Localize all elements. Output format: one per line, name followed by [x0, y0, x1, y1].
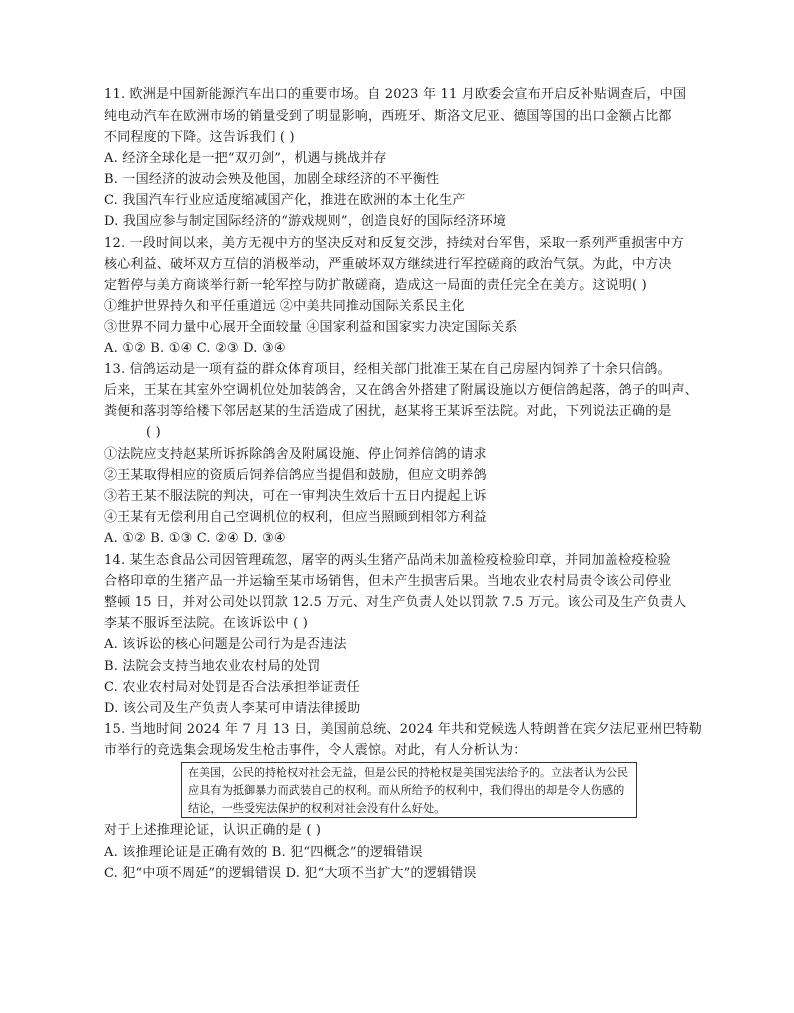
q11-option-a: A. 经济全球化是一把“双刃剑”，机遇与挑战并存 [104, 151, 387, 166]
q11-option-b: B. 一国经济的波动会殃及他国，加剧全球经济的不平衡性 [104, 172, 440, 187]
q12-statements-line-2: ③世界不同力量中心展开全面较量 ④国家利益和国家实力决定国际关系 [104, 320, 518, 335]
q13-options: A. ①② B. ①③ C. ②④ D. ③④ [104, 531, 286, 546]
q13-answer-bracket: ( ) [146, 425, 161, 440]
q14-option-a: A. 该诉讼的核心问题是公司行为是否违法 [104, 637, 347, 652]
q14-stem-line-2: 合格印章的生猪产品一并运输至某市场销售，但未产生损害后果。当地农业农村局责令该公司停业 [104, 574, 672, 589]
q15-stem-line-2: 市举行的竞选集会现场发生枪击事件，令人震惊。对此，有人分析认为： [104, 743, 527, 758]
q15-stem-line-1: 15. 当地时间 2024 年 7 月 13 日，美国前总统、2024 年共和党候选人特朗普在宾夕法尼亚州巴特勒 [104, 722, 702, 737]
q12-options: A. ①② B. ①④ C. ②③ D. ③④ [104, 341, 286, 356]
q14-stem-line-4: 李某不服诉至法院。在该诉讼中 ( ) [104, 616, 309, 631]
q14-stem-line-3: 整顿 15 日，并对公司处以罚款 12.5 万元、对生产负责人处以罚款 7.5 万元。该公司及生产负责人 [104, 595, 687, 610]
q14-option-b: B. 法院会支持当地农业农村局的处罚 [104, 659, 321, 674]
q14-stem-line-1: 14. 某生态食品公司因管理疏忽，屠宰的两头生猪产品尚未加盖检疫检验印章，并同加盖检疫检验 [104, 553, 671, 568]
q13-statement-4: ④王某有无偿利用自己空调机位的权利，但应当照顾到相邻方利益 [104, 510, 487, 525]
q15-prompt: 对于上述推理论证，认识正确的是 ( ) [104, 823, 322, 838]
q15-quote-line-3: 结论，一些受宪法保护的权利对社会没有什么好处。 [188, 802, 446, 815]
q12-statements-line-1: ①维护世界持久和平任重道远 ②中美共同推动国际关系民主化 [104, 299, 465, 314]
q11-stem-line-1: 11. 欧洲是中国新能源汽车出口的重要市场。自 2023 年 11 月欧委会宣布开启反补贴调查后，中国 [104, 87, 687, 102]
q15-quote-line-2: 应具有为抵御暴力而武装自己的权利。而从所给予的权利中，我们得出的却是令人伤感的 [188, 784, 625, 797]
q14-option-c: C. 农业农村局对处罚是否合法承担举证责任 [104, 680, 360, 695]
q15-options-line-2: C. 犯“中项不周延”的逻辑错误 D. 犯“大项不当扩大”的逻辑错误 [104, 866, 477, 881]
q11-option-d: D. 我国应参与制定国际经济的“游戏规则”，创造良好的国际经济环境 [104, 214, 507, 229]
q14-option-d: D. 该公司及生产负责人李某可申请法律援助 [104, 701, 361, 716]
q11-option-c: C. 我国汽车行业应适度缩减国产化，推进在欧洲的本土化生产 [104, 193, 466, 208]
q13-statement-3: ③若王某不服法院的判决，可在一审判决生效后十五日内提起上诉 [104, 489, 487, 504]
q15-quote-line-1: 在美国，公民的持枪权对社会无益，但是公民的持枪权是美国宪法给予的。立法者认为公民 [188, 766, 628, 779]
q13-stem-line-1: 13. 信鸽运动是一项有益的群众体育项目，经相关部门批准王某在自己房屋内饲养了十余只信鸽。 [104, 362, 671, 377]
q12-stem-line-2: 核心利益、破坏双方互信的消极举动，严重破坏双方继续进行军控磋商的政治气氛。为此，中方决 [104, 257, 672, 272]
q12-stem-line-1: 12. 一段时间以来，美方无视中方的坚决反对和反复交涉，持续对台军售，采取一系列严重损害中方 [104, 236, 685, 251]
q13-stem-line-2: 后来，王某在其室外空调机位处加装鸽舍，又在鸽舍外搭建了附属设施以方便信鸽起落，鸽子的叫声、 [104, 383, 699, 398]
q11-stem-line-2: 纯电动汽车在欧洲市场的销量受到了明显影响，西班牙、斯洛文尼亚、德国等国的出口金额占比都 [104, 109, 672, 124]
q15-quote-box [181, 762, 637, 818]
q12-stem-line-3: 定暂停与美方商谈举行新一轮军控与防扩散磋商，造成这一局面的责任完全在美方。这说明( ) [104, 278, 647, 293]
q13-statement-2: ②王某取得相应的资质后饲养信鸽应当提倡和鼓励，但应文明养鸽 [104, 468, 487, 483]
q13-stem-line-3: 粪便和落羽等给楼下邻居赵某的生活造成了困扰，赵某将王某诉至法院。对此，下列说法正确的是 [104, 404, 672, 419]
q13-statement-1: ①法院应支持赵某所诉拆除鸽舍及附属设施、停止饲养信鸽的请求 [104, 447, 487, 462]
q11-stem-line-3: 不同程度的下降。这告诉我们 ( ) [104, 130, 295, 145]
q15-options-line-1: A. 该推理论证是正确有效的 B. 犯“四概念”的逻辑错误 [104, 845, 423, 860]
